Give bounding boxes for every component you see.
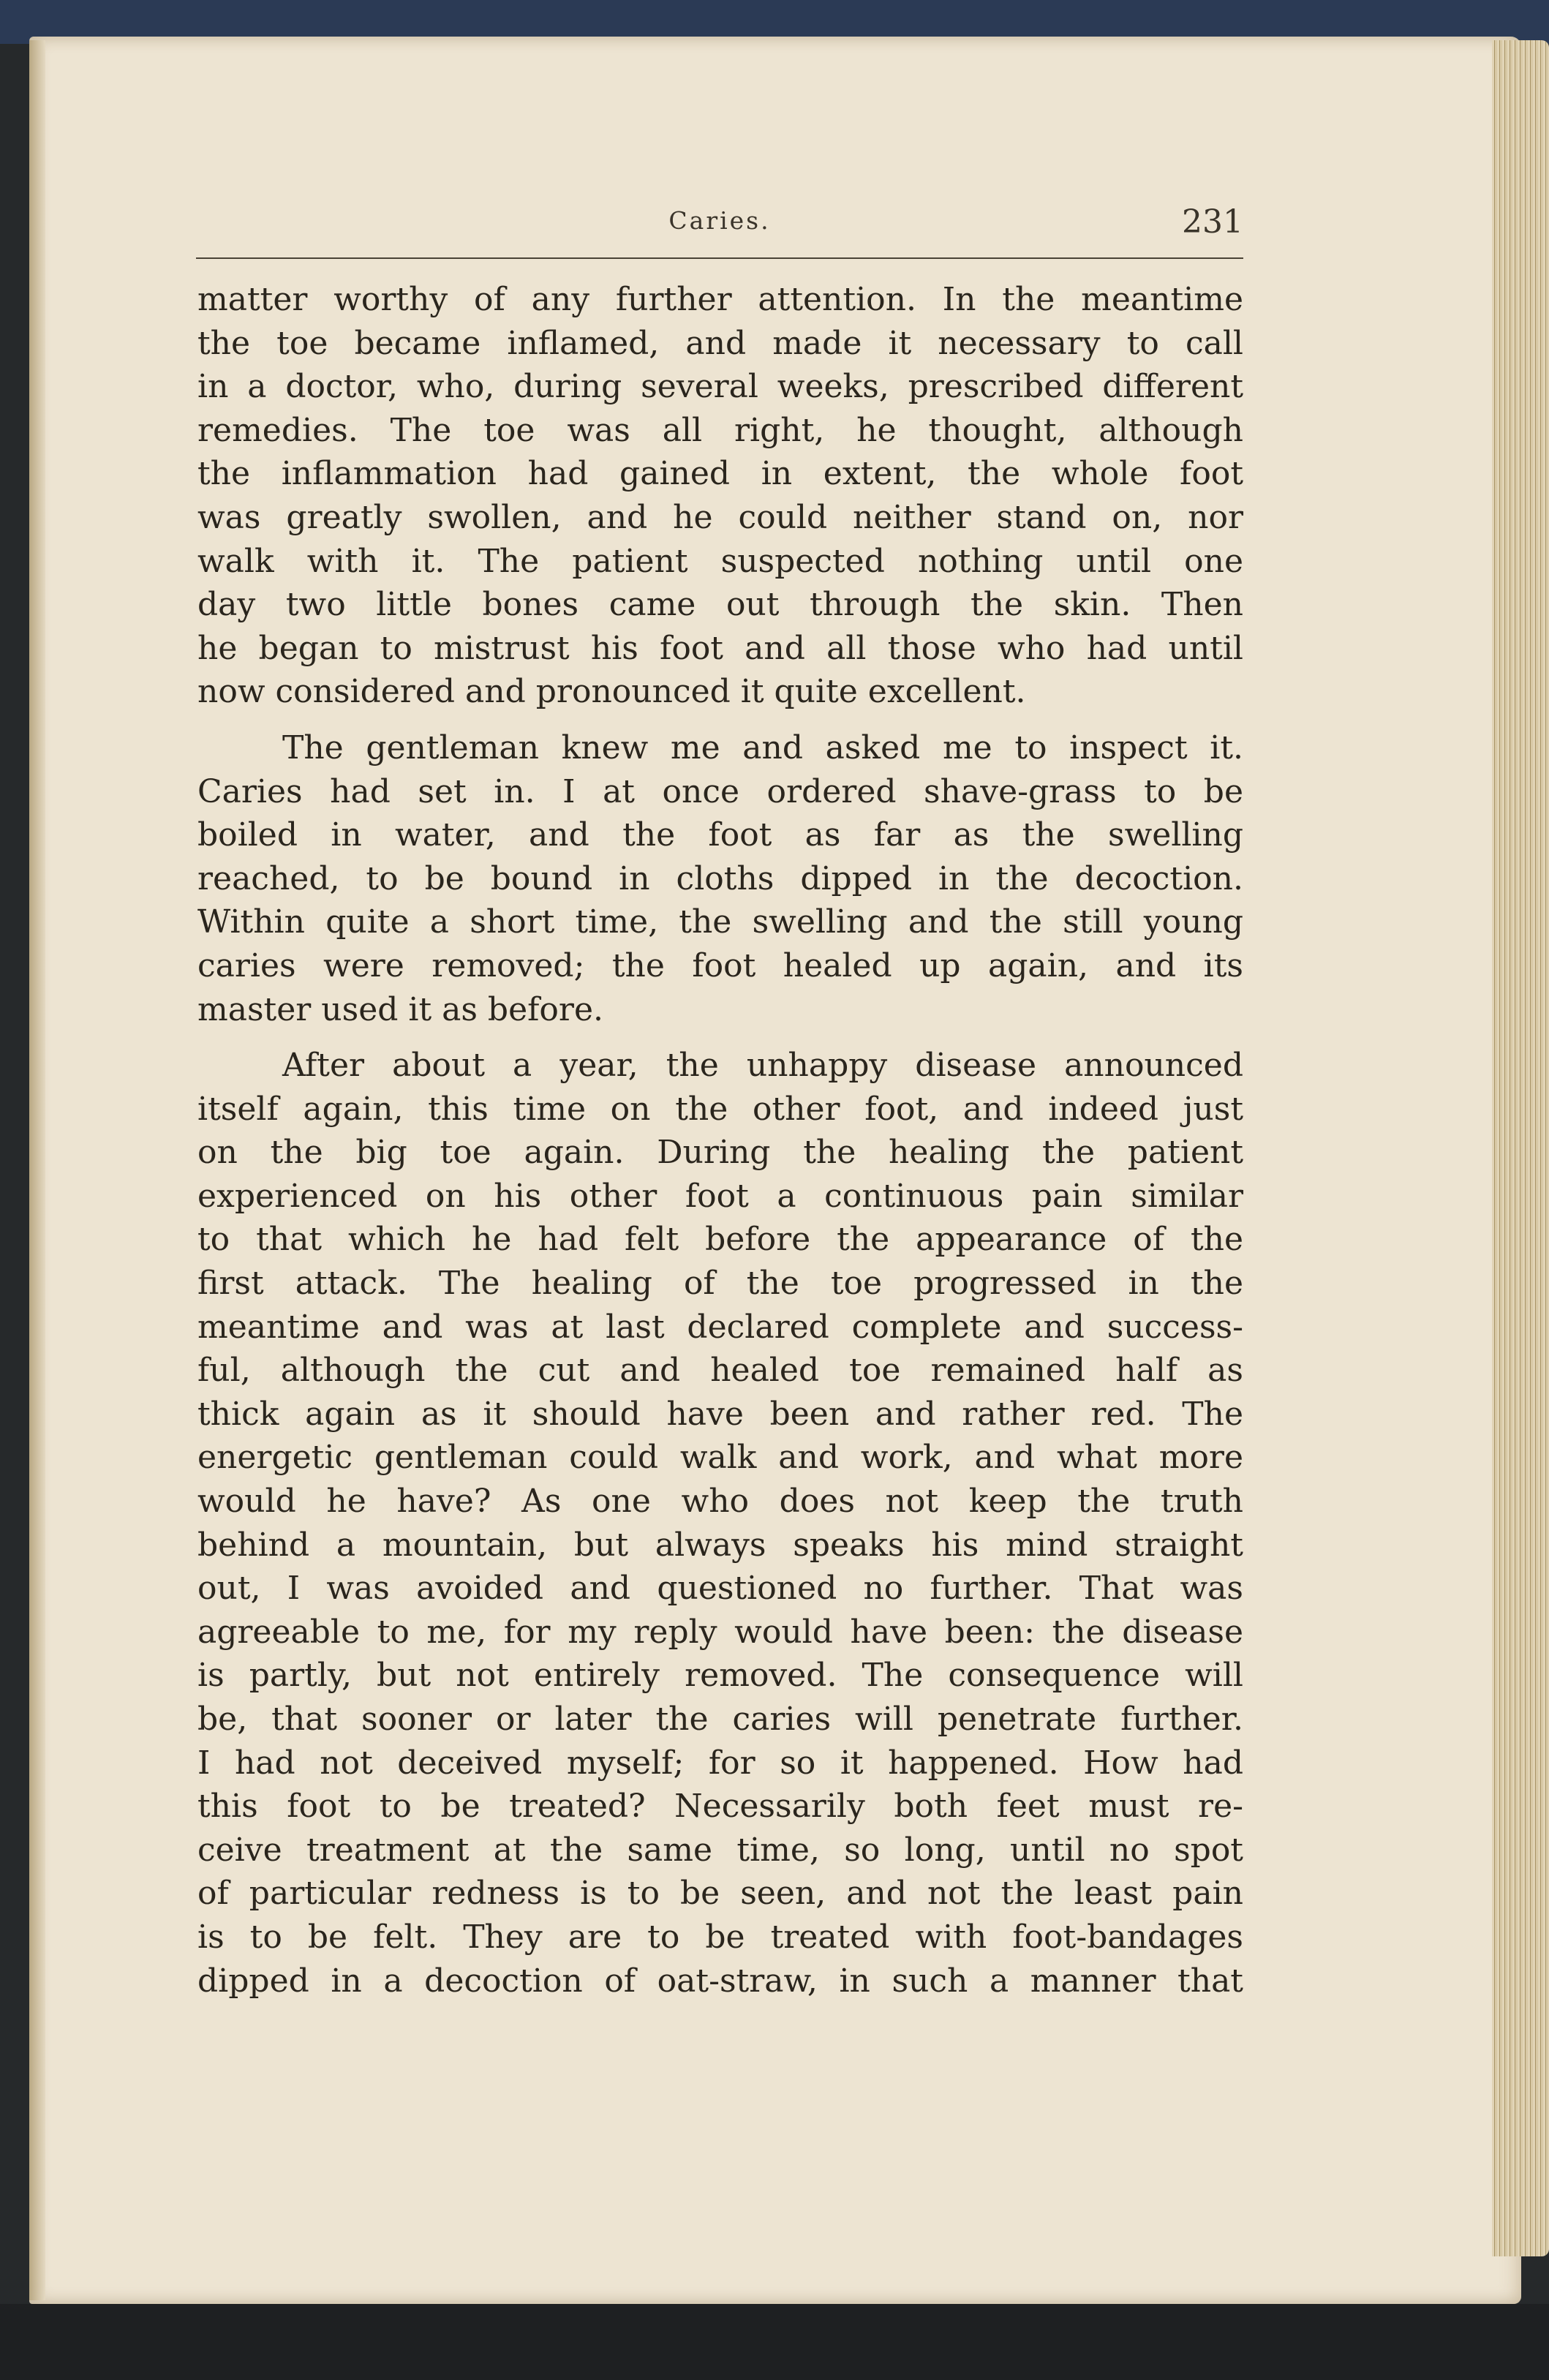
paragraph-gap xyxy=(197,1031,1243,1044)
text-line: caries were removed; the foot healed up again, and its xyxy=(197,946,1243,984)
text-line: reached, to be bound in cloths dipped in the decoction. xyxy=(197,859,1243,897)
text-line: walk with it. The patient suspected nothing until one xyxy=(197,542,1243,580)
text-line: master used it as before. xyxy=(197,990,603,1028)
text-line: to that which he had felt before the appearance of the xyxy=(197,1221,1243,1259)
text-line: After about a year, the unhappy disease announced xyxy=(282,1047,1243,1085)
text-line: meantime and was at last declared complete and success- xyxy=(197,1308,1243,1346)
text-line: behind a mountain, but always speaks his mind straight xyxy=(197,1526,1243,1564)
text-line: he began to mistrust his foot and all those who had until xyxy=(197,629,1243,667)
text-line: of particular redness is to be seen, and not the least pain xyxy=(197,1875,1243,1913)
running-head xyxy=(196,203,1243,247)
paragraph xyxy=(197,726,1243,1031)
text-line: is partly, but not entirely removed. The consequence will xyxy=(197,1657,1243,1695)
paragraph xyxy=(197,278,1243,714)
text-line: out, I was avoided and questioned no further. That was xyxy=(197,1570,1243,1608)
text-line: The gentleman knew me and asked me to inspect it. xyxy=(282,728,1243,767)
text-line: remedies. The toe was all right, he thought, although xyxy=(197,411,1243,449)
text-line: first attack. The healing of the toe progressed in the xyxy=(197,1265,1243,1303)
text-line: Within quite a short time, the swelling and the still young xyxy=(197,903,1243,941)
text-line: is to be felt. They are to be treated with foot-bandages xyxy=(197,1918,1243,1956)
text-line: matter worthy of any further attention. In the meantime xyxy=(197,281,1243,318)
text-line: I had not deceived myself; for so it happened. How had xyxy=(197,1744,1243,1782)
text-line: the inflammation had gained in extent, the whole foot xyxy=(197,455,1243,493)
text-line: on the big toe again. During the healing the patient xyxy=(197,1134,1243,1172)
text-line: itself again, this time on the other foot, and indeed just xyxy=(197,1090,1243,1128)
text-line: the toe became inflamed, and made it necessary to call xyxy=(197,324,1243,362)
text-line: day two little bones came out through the skin. Then xyxy=(197,586,1243,624)
text-line: experienced on his other foot a continuous pain similar xyxy=(197,1177,1243,1215)
page-fore-edge xyxy=(1492,40,1549,2256)
text-line: this foot to be treated? Necessarily both feet must re- xyxy=(197,1788,1243,1826)
text-line: in a doctor, who, during several weeks, prescribed different xyxy=(197,368,1243,406)
body-text xyxy=(197,278,1243,2003)
text-line: ceive treatment at the same time, so long, until no spot xyxy=(197,1831,1243,1869)
page-number: 231 xyxy=(1182,203,1243,241)
page-gutter xyxy=(29,40,45,2300)
text-line: now considered and pronounced it quite excellent. xyxy=(197,673,1026,711)
text-line: agreeable to me, for my reply would have been: the disease xyxy=(197,1613,1243,1651)
text-line: Caries had set in. I at once ordered shave-grass to be xyxy=(197,772,1243,810)
text-line: boiled in water, and the foot as far as the swelling xyxy=(197,816,1243,854)
text-line: be, that sooner or later the caries will penetrate further. xyxy=(197,1701,1243,1738)
text-line: energetic gentleman could walk and work, and what more xyxy=(197,1439,1243,1477)
header-rule xyxy=(196,257,1243,259)
text-line: was greatly swollen, and he could neither stand on, nor xyxy=(197,498,1243,536)
paragraph xyxy=(197,1044,1243,2003)
text-line: would he have? As one who does not keep the truth xyxy=(197,1483,1243,1521)
book-cover-bottom xyxy=(0,2304,1549,2380)
running-title: Caries. xyxy=(668,206,771,235)
text-line: thick again as it should have been and rather red. The xyxy=(197,1395,1243,1433)
text-line: ful, although the cut and healed toe remained half as xyxy=(197,1352,1243,1390)
paragraph-gap xyxy=(197,714,1243,726)
text-line: dipped in a decoction of oat-straw, in such a manner that xyxy=(197,1962,1243,2000)
